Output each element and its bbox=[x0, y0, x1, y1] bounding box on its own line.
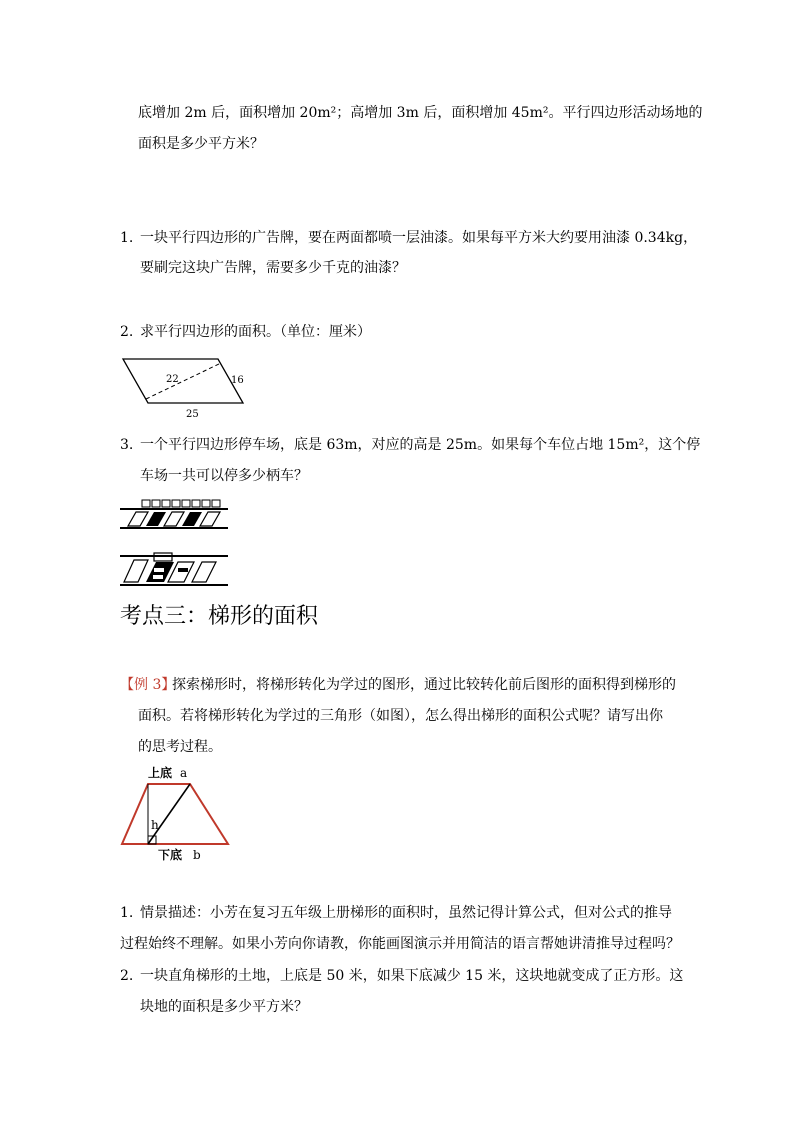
p1-line-1: 情景描述：小芳在复习五年级上册梯形的面积时，虽然记得计算公式，但对公式的推导 bbox=[140, 905, 672, 921]
label-diagonal: 22 bbox=[166, 374, 179, 385]
label-top-base: 上底 bbox=[148, 766, 173, 780]
parking-lot-figure bbox=[118, 496, 230, 588]
q3-line-2: 车场一共可以停多少柄车？ bbox=[140, 468, 308, 484]
q2-text: 求平行四边形的面积。（单位：厘米） bbox=[140, 324, 371, 340]
example-line-1: 探索梯形时，将梯形转化为学过的图形，通过比较转化前后图形的面积得到梯形的 bbox=[172, 677, 676, 693]
label-b: b bbox=[193, 848, 201, 862]
trapezoid-figure bbox=[118, 764, 234, 864]
label-base: 25 bbox=[186, 409, 199, 420]
parallelogram-figure bbox=[118, 355, 248, 421]
q2-number: 2. bbox=[120, 324, 134, 340]
p2-number: 2. bbox=[120, 968, 134, 984]
parking-strip-upper bbox=[120, 500, 228, 528]
example-tag: 【例 3】 bbox=[120, 677, 176, 693]
parallelogram-shape bbox=[123, 359, 243, 403]
q3-number: 3. bbox=[120, 437, 134, 453]
trapezoid-shape bbox=[122, 784, 228, 844]
label-bottom-base: 下底 bbox=[158, 848, 183, 862]
section-title: 考点三：梯形的面积 bbox=[120, 604, 319, 629]
p2-line-1: 一块直角梯形的土地，上底是 50 米，如果下底减少 15 米，这块地就变成了正方形。这 bbox=[140, 968, 684, 984]
label-side: 16 bbox=[231, 375, 244, 386]
example-line-2: 面积。若将梯形转化为学过的三角形（如图），怎么得出梯形的面积公式呢？请写出你 bbox=[138, 708, 663, 724]
parallelogram-height-line bbox=[146, 363, 221, 399]
q3-line-1: 一个平行四边形停车场，底是 63m，对应的高是 25m。如果每个车位占地 15m²，这个停 bbox=[140, 437, 701, 453]
example-line-3: 的思考过程。 bbox=[138, 739, 222, 755]
p2-line-2: 块地的面积是多少平方米？ bbox=[140, 999, 308, 1015]
parking-strip-lower bbox=[120, 553, 228, 585]
p1-line-2: 过程始终不理解。如果小芳向你请教，你能画图演示并用简洁的语言帮她讲清推导过程吗？ bbox=[120, 936, 680, 952]
intro-line-2: 面积是多少平方米？ bbox=[138, 136, 264, 152]
q1-line-1: 一块平行四边形的广告牌，要在两面都喷一层油漆。如果每平方米大约要用油漆 0.34kg， bbox=[140, 230, 698, 246]
intro-line-1: 底增加 2m 后，面积增加 20m²；高增加 3m 后，面积增加 45m²。平行四边形活动场地的 bbox=[138, 105, 703, 121]
triangle-diagonal bbox=[148, 784, 190, 844]
q1-line-2: 要刷完这块广告牌，需要多少千克的油漆？ bbox=[140, 260, 406, 276]
label-a: a bbox=[180, 766, 188, 780]
q1-number: 1. bbox=[120, 230, 134, 246]
label-h: h bbox=[151, 818, 159, 832]
p1-number: 1. bbox=[120, 905, 134, 921]
